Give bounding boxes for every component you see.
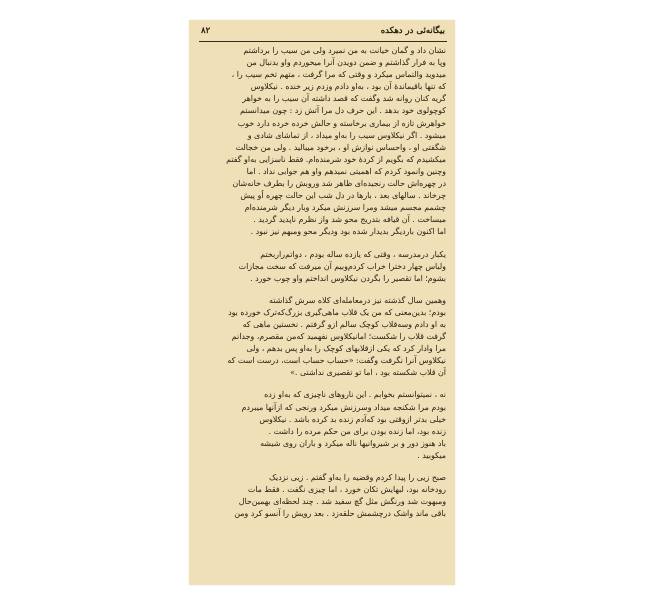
text-line: یکبار درمدرسه ، وقتی که یازده ساله بودم ، دواتم‌راربختم (260, 249, 446, 259)
text-line: وپا به فرار گذاشتم و ضمن دویدن آنرا میخوردم واو بدنبال من (246, 58, 446, 68)
text-line: بودم؛ بدین‌معنی که من یک قلاب ماهی‌گیری بزرگ‌که‌ترک خورده بود (228, 307, 446, 317)
page-header (201, 26, 445, 40)
header-rule (199, 41, 447, 42)
paragraph-gap (199, 239, 446, 249)
text-line: میساخت . آن قیافه بتدریج محو شد واز نظرم ناپدید گردید . (253, 215, 446, 225)
text-line: بودم مرا شکنجه میداد وسرزنش میکرد ورنجی که ازآنها میبردم (241, 402, 446, 412)
text-line: شگفتی او ، واحساس نوازش او ، برخود میبالید . ولی من خجالت (235, 142, 446, 152)
text-line: میکشیدم که بگویم از کردهٔ خود شرمنده‌ام. فقط ناسزایی به‌او گفتم (226, 154, 446, 164)
text-line: ولباس چهار دخترا خراب کردم‌وبیم آن میرفت که سخت مجازات (238, 261, 446, 271)
text-line: وهمین سال گذشته نیز درمعامله‌ای کلاه سرش گذاشته (269, 295, 446, 305)
text-line: که تنها باقیماندهٔ آن بود ، به‌او دادم وزدم زیر خنده . نیکلاوس (250, 82, 446, 92)
text-line: اما اکنون باردیگر بدیدار شده بود ودیگر محو ومبهم نیز نبود . (250, 227, 446, 237)
text-line: باقی ماند واشک درچشمش حلقه‌زد . بعد رویش را آنسو کرد ومن (234, 509, 446, 519)
paragraph (199, 249, 446, 285)
page-body (199, 45, 446, 520)
text-line: چشمم مجسم میشد ومرا سرزنش میکرد وبار دیگر شرمنده‌ام (244, 203, 446, 213)
text-line: نه ، نمیتوانستم بخوابم . این ناروهای ناچیزی که به‌او زده (264, 390, 446, 400)
text-line: میدوید والتماس میکرد و وقتی که مرا گرفت ، متهم تخم سیب را ، (231, 70, 446, 80)
text-line: کوچولوی خود بدهد . این حرف دل مرا آتش زد : چون میدانستم (240, 106, 446, 116)
paragraph-gap (199, 379, 446, 389)
paragraph-gap (199, 462, 446, 472)
text-line: بشوم؛ اما تقصیر را بگردن نیکلاوس انداختم واو چوب خورد . (250, 273, 446, 283)
running-title: بیگانه‌ئی در دهکده (380, 26, 445, 36)
text-line: باد هنوز دور و بر شیروانیها ناله میکرد و باران روی شیشه (260, 438, 446, 448)
paragraph (199, 389, 446, 462)
text-line: گریه کنان روانه شد وگفت که قصد داشته آن سیب را به خواهر (242, 94, 446, 104)
text-line: ومبهوت شد ورنگش مثل گچ سفید شد . چند لحظه‌ای بهمین‌حال (238, 497, 446, 507)
text-line: صبح زیی را پیدا کردم وقضیه را به‌او گفتم . زیی نزدیک (268, 473, 446, 482)
paragraph (199, 45, 446, 239)
text-line: نیکلاوس آنرا نگرفت وگفت: «حساب حساب است، درست است که (227, 356, 446, 366)
text-line: نشان داد و گمان خیانت به من نمیرد ولی من سیب را برداشتم (243, 46, 446, 55)
page-number: ۸۲ (201, 26, 211, 36)
text-line: رودخانه بود، لبهایش تکان خورد ، اما چیزی نگفت . فقط مات (247, 485, 446, 495)
text-line: چرخاند . سالهای بعد ، بارها در دل شب این حالت چهره‌ اُو پیش (240, 191, 446, 201)
text-line: وچنین وانمود کردم که اهمیتی نمیدهم واو هم جوابی نداد . اما (246, 166, 446, 176)
text-line: زنده بود، اما زنده بودن برای من حکم مرده را داشت . (268, 426, 446, 436)
book-page (189, 20, 455, 585)
text-line: میکوبید . (417, 450, 446, 460)
text-line: خیلی بدتر ازوقتی بود که‌آدم زنده بد کرده باشد . نیکلاوس (259, 414, 446, 424)
paragraph-gap (199, 285, 446, 295)
text-line: میشود . اگر نیکلاوس سیب را به‌او میداد ، از تماشای شادی و (247, 130, 446, 140)
text-line: خواهرش تازه از بیماری برخاسته و حالش خرده خرده دارد خوب (237, 118, 446, 128)
paragraph (199, 295, 446, 380)
text-line: در چهره‌اش حالت رنجیده‌ای ظاهر شد وروبش را بطرف خانه‌شان (232, 179, 446, 189)
text-line: به او دادم وسه‌قلاب کوچک سالم ازو گرفتم . نخستین ماهی که (242, 319, 446, 329)
text-line: آن قلاب شکسته بود ، اما تو تقصیری نداشتی .» (290, 368, 446, 378)
text-line: گرفت قلاب را شکست؛ امانیکلاوس نفهمید که‌من مقصرم، وجدانم (231, 332, 446, 342)
text-line: مرا وادار کرد که یکی ازقلابهای کوچک را به‌او پس بدهم ، ولی (246, 344, 446, 354)
paragraph (199, 472, 446, 520)
